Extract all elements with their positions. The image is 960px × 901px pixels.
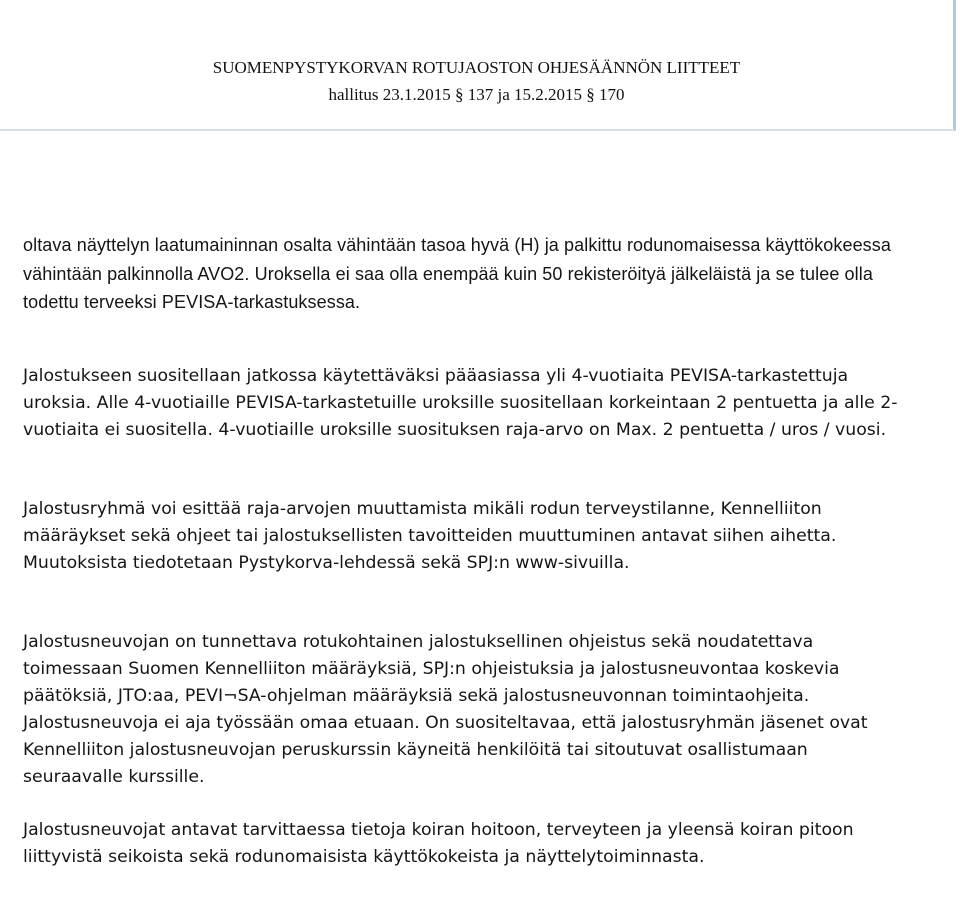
header-text-block <box>0 54 953 108</box>
document-header <box>0 0 956 131</box>
paragraph-breeding-advisor-info: Jalostusneuvojat antavat tarvittaessa tietoja koiran hoitoon, terveyteen ja yleensä koiran pitoon liittyvistä seikoista sekä rodunomaisista käyttökokeista ja näyttelytoiminnasta. <box>23 820 854 867</box>
document-subtitle: hallitus 23.1.2015 § 137 ja 15.2.2015 § 170 <box>328 85 625 104</box>
paragraph-breeding-advisor-duties: Jalostusneuvojan on tunnettava rotukohtainen jalostuksellinen ohjeistus sekä noudatettava toimessaan Suomen Kennelliiton määräyksiä, SPJ:n ohjeistuksia ja jalostusneuvontaa koskevia päätöksiä, JTO:aa, PEVI¬SA-ohjelman määräyksiä sekä jalostusneuvonnan toimintaohjeita. Jalostusneuvoja ei aja työssään omaa etuaan. On suositeltavaa, että jalostusryhmän jäsenet ovat Kennelliiton jalostusneuvojan peruskurssin käyneitä henkilöitä tai sitoutuvat osallistumaan seuraavalle kurssille. <box>23 632 868 787</box>
document-title: SUOMENPYSTYKORVAN ROTUJAOSTON OHJESÄÄNNÖN LIITTEET <box>212 58 741 77</box>
paragraph-male-age-recommendation: Jalostukseen suositellaan jatkossa käytettäväksi pääasiassa yli 4-vuotiaita PEVISA-tarkastettuja uroksia. Alle 4-vuotiaille PEVISA-tarkastetuille uroksille suositellaan korkeintaan 2 pentuetta ja alle 2-vuotiaita ei suositella. 4-vuotiaille uroksille suosituksen raja-arvo on Max. 2 pentuetta / uros / vuosi. <box>23 366 898 440</box>
paragraph-limit-changes: Jalostusryhmä voi esittää raja-arvojen muuttamista mikäli rodun terveystilanne, Kennelliiton määräykset sekä ohjeet tai jalostuksellisten tavoitteiden muuttuminen antavat siihen aihetta. Muutoksista tiedotetaan Pystykorva-lehdessä sekä SPJ:n www-sivuilla. <box>23 499 837 573</box>
paragraph-breeding-requirements: oltava näyttelyn laatumaininnan osalta vähintään tasoa hyvä (H) ja palkittu rodunomaisessa käyttökokeessa vähintään palkinnolla AVO2. Uroksella ei saa olla enempää kuin 50 rekisteröityä jälkeläistä ja se tulee olla todettu terveeksi PEVISA-tarkastuksessa. <box>23 235 891 313</box>
